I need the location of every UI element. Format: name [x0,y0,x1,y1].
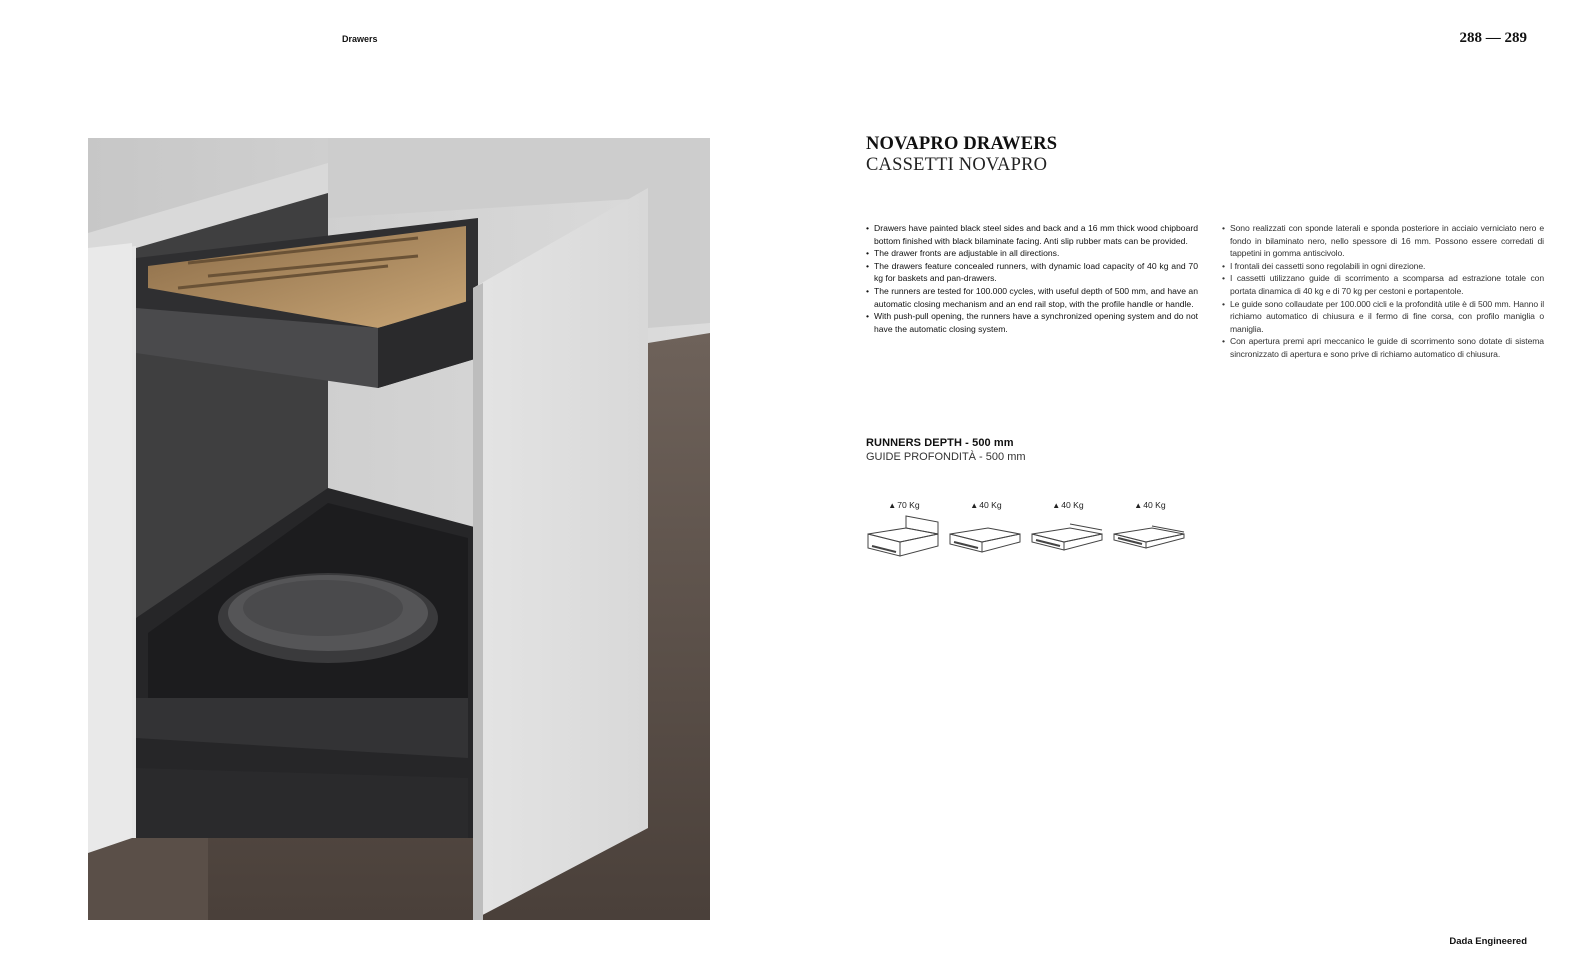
load-value: 40 Kg [1061,500,1084,510]
list-item: • With push-pull opening, the runners have a synchronized opening system and do not have the automatic closing system. [866,310,1198,335]
list-item: • The drawers feature concealed runners, with dynamic load capacity of 40 kg and 70 kg for baskets and pan-drawers. [866,260,1198,285]
product-title-italian: CASSETTI NOVAPRO [866,155,1048,175]
weight-icon: ▲ [888,501,897,510]
drawer-diagram [866,500,942,562]
product-title: NOVAPRO DRAWERS [866,134,1058,154]
drawer-icon [1030,512,1106,562]
list-item: • Le guide sono collaudate per 100.000 cicli e la profondità utile è di 500 mm. Hanno il richiamo automatico di chiusura e il fermo di fine corsa, con profilo maniglia o maniglia. [1222,298,1544,336]
product-photo [88,138,710,920]
weight-icon: ▲ [1134,501,1143,510]
runners-heading: RUNNERS DEPTH - 500 mm [866,437,1014,449]
description-italian [1222,222,1544,361]
list-item: • Con apertura premi apri meccanico le guide di scorrimento sono dotate di sistema sincronizzato di apertura e sono prive di richiamo automatico di chiusura. [1222,335,1544,360]
list-item: • I cassetti utilizzano guide di scorrimento a scomparsa ad estrazione totale con portata dinamica di 40 kg e di 70 kg per cestoni e portapentole. [1222,272,1544,297]
section-label: Drawers [342,34,378,44]
load-value: 70 Kg [897,500,920,510]
weight-icon: ▲ [970,501,979,510]
description-english [866,222,1198,335]
load-value: 40 Kg [979,500,1002,510]
weight-icon: ▲ [1052,501,1061,510]
load-label [866,500,942,510]
page-numbers: 288 — 289 [1459,30,1527,46]
load-label [1030,500,1106,510]
list-item: • Drawers have painted black steel sides and back and a 16 mm thick wood chipboard bottom finished with black bilaminate facing. Anti slip rubber mats can be provided. [866,222,1198,247]
runners-heading-italian: GUIDE PROFONDITÀ - 500 mm [866,451,1026,463]
drawer-icon [948,512,1024,562]
drawer-icon [866,512,942,562]
load-label [1112,500,1188,510]
drawer-diagram [1112,500,1188,562]
brand-footer: Dada Engineered [1449,936,1527,947]
drawer-diagram [948,500,1024,562]
drawer-diagram [1030,500,1106,562]
load-value: 40 Kg [1143,500,1166,510]
drawer-icon [1112,512,1188,562]
list-item: • Sono realizzati con sponde laterali e sponda posteriore in acciaio verniciato nero e fondo in bilaminato nero, nello spessore di 16 mm. Possono essere corredati di tappetini in gomma antiscivolo. [1222,222,1544,260]
list-item: • The drawer fronts are adjustable in all directions. [866,247,1198,260]
list-item: • The runners are tested for 100.000 cycles, with useful depth of 500 mm, and have an automatic closing mechanism and an end rail stop, with the profile handle or handle. [866,285,1198,310]
list-item: • I frontali dei cassetti sono regolabili in ogni direzione. [1222,260,1544,273]
load-label [948,500,1024,510]
